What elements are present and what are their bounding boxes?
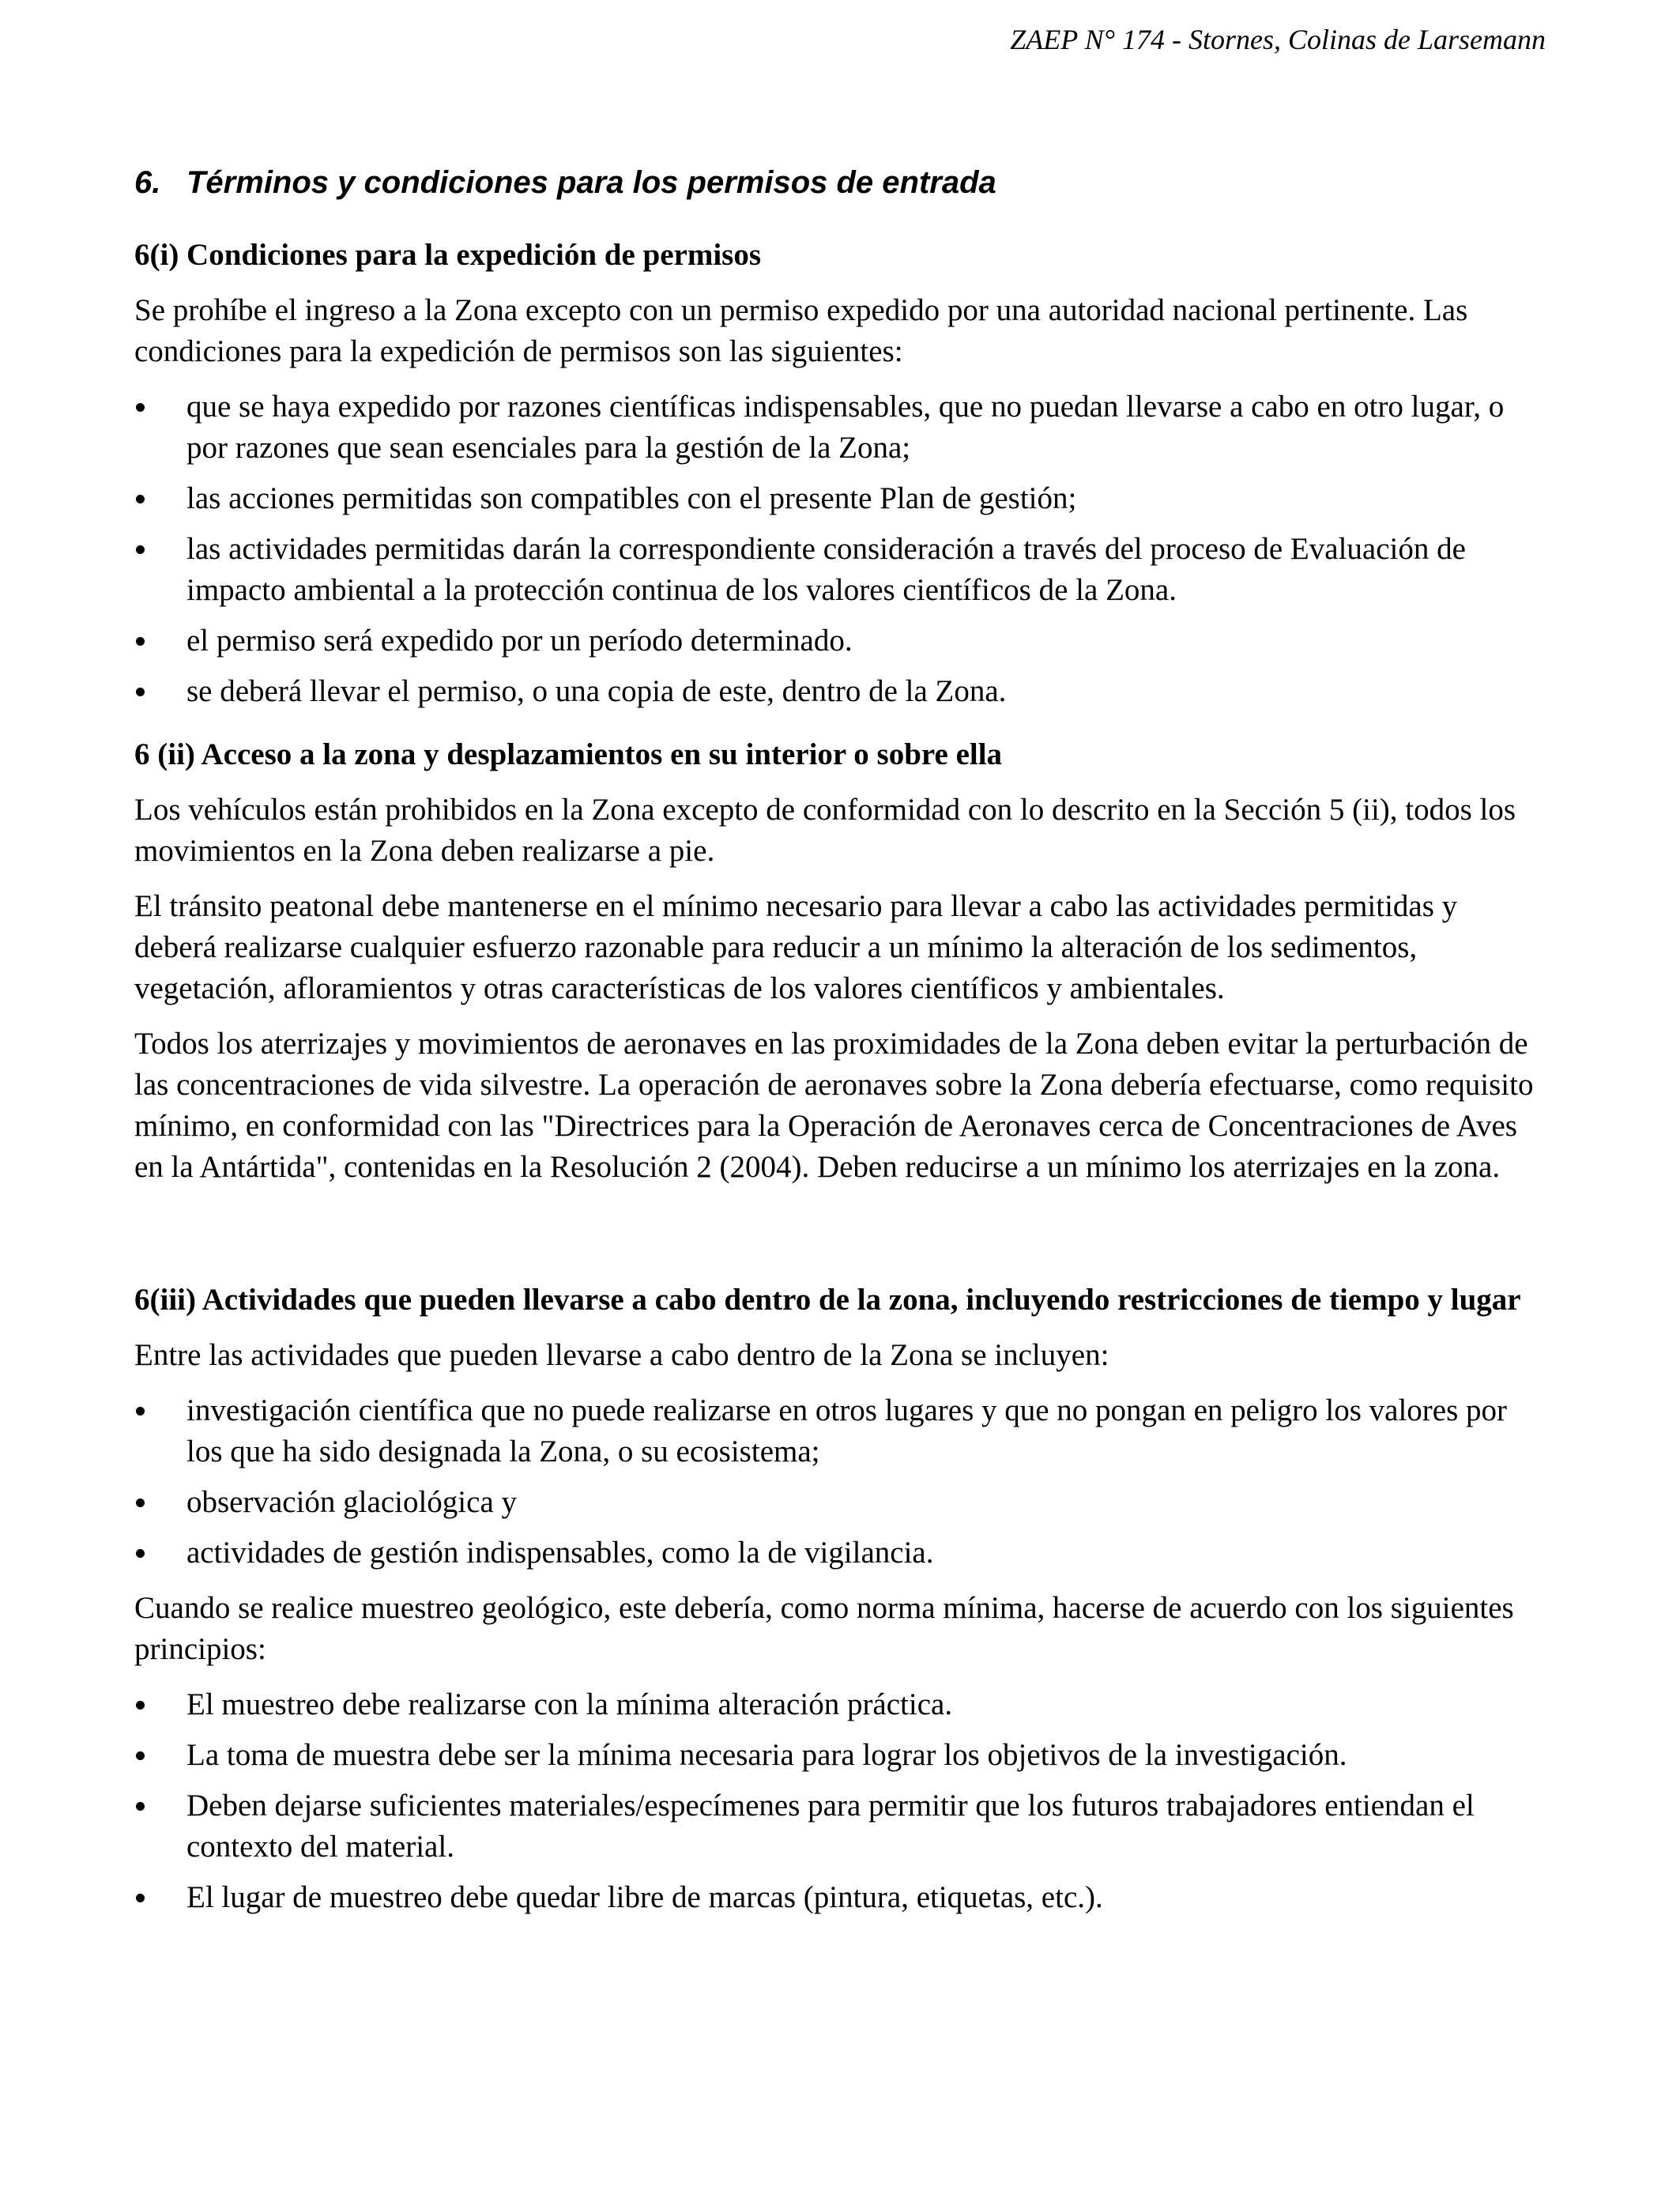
list-item [134,1785,1546,1868]
bullet-icon [136,688,145,696]
bullet-icon [136,1498,145,1507]
list-item-text: las actividades permitidas darán la correspondiente consideración a través del proceso de Evaluación de impacto ambiental a la protección continua de los valores científicos de la Zona. [186,532,1466,607]
list-item-text: El muestreo debe realizarse con la mínima alteración práctica. [186,1687,953,1721]
list-item-text: las acciones permitidas son compatibles con el presente Plan de gestión; [186,481,1077,515]
section-number: 6. [134,165,161,200]
list-item [134,386,1546,469]
bullet-list-sampling-principles [134,1684,1546,1918]
paragraph: Los vehículos están prohibidos en la Zona excepto de conformidad con lo descrito en la Sección 5 (ii), todos los movimientos en la Zona deben realizarse a pie. [134,793,1516,868]
bullet-list-permit-conditions [134,386,1546,712]
list-item [134,1735,1546,1776]
list-item-text: La toma de muestra debe ser la mínima necesaria para lograr los objetivos de la investigación. [186,1738,1347,1772]
bullet-icon [136,1751,145,1760]
list-item [134,620,1546,662]
list-item [134,1482,1546,1523]
section-title-text: Términos y condiciones para los permisos de entrada [186,165,996,200]
list-item [134,1390,1546,1472]
section-title [134,162,1546,203]
subsection-heading-6ii: 6 (ii) Acceso a la zona y desplazamientos en su interior o sobre ella [134,737,1003,771]
list-item-text: investigación científica que no puede realizarse en otros lugares y que no pongan en peligro los valores por los que ha sido designada la Zona, o su ecosistema; [186,1393,1508,1468]
list-item [134,671,1546,712]
vertical-spacer [134,1202,1546,1280]
bullet-list-activities [134,1390,1546,1574]
paragraph: Entre las actividades que pueden llevarse a cabo dentro de la Zona se incluyen: [134,1338,1109,1372]
list-item-text: actividades de gestión indispensables, como la de vigilancia. [186,1536,934,1570]
subsection-heading-6i: 6(i) Condiciones para la expedición de permisos [134,238,762,272]
paragraph: Se prohíbe el ingreso a la Zona excepto con un permiso expedido por una autoridad nacional pertinente. Las condiciones para la expedición de permisos son las siguientes: [134,293,1468,368]
list-item-text: el permiso será expedido por un período determinado. [186,624,853,658]
list-item [134,529,1546,611]
bullet-icon [136,403,145,412]
bullet-icon [136,1802,145,1811]
paragraph: El tránsito peatonal debe mantenerse en el mínimo necesario para llevar a cabo las actividades permitidas y deberá realizarse cualquier esfuerzo razonable para reducir a un mínimo la alteración de los sedimentos, vegetación, afloramientos y otras características de los valores científicos y ambientales. [134,889,1458,1005]
list-item [134,1877,1546,1918]
list-item-text: observación glaciológica y [186,1485,518,1519]
list-item [134,1532,1546,1574]
list-item-text: que se haya expedido por razones científicas indispensables, que no puedan llevarse a cabo en otro lugar, o por razones que sean esenciales para la gestión de la Zona; [186,390,1505,465]
bullet-icon [136,545,145,554]
bullet-icon [136,1894,145,1902]
paragraph: Todos los aterrizajes y movimientos de aeronaves en las proximidades de la Zona deben evitar la perturbación de las concentraciones de vida silvestre. La operación de aeronaves sobre la Zona debería efectuarse, como requisito mínimo, en conformidad con las "Directrices para la Operación de Aeronaves cerca de Concentraciones de Aves en la Antártida", contenidas en la Resolución 2 (2004). Deben reducirse a un mínimo los aterrizajes en la zona. [134,1027,1534,1184]
running-header: ZAEP N° 174 - Stornes, Colinas de Larsemann [1010,24,1546,55]
list-item [134,478,1546,519]
list-item-text: El lugar de muestreo debe quedar libre de marcas (pintura, etiquetas, etc.). [186,1880,1103,1914]
bullet-icon [136,1701,145,1710]
paragraph: Cuando se realice muestreo geológico, este debería, como norma mínima, hacerse de acuerdo con los siguientes principios: [134,1591,1514,1666]
list-item-text: se deberá llevar el permiso, o una copia de este, dentro de la Zona. [186,674,1007,708]
list-item-text: Deben dejarse suficientes materiales/especímenes para permitir que los futuros trabajadores entiendan el contexto del material. [186,1789,1475,1864]
list-item [134,1684,1546,1725]
bullet-icon [136,495,145,503]
bullet-icon [136,1549,145,1558]
bullet-icon [136,1407,145,1416]
bullet-icon [136,637,145,646]
subsection-heading-6iii: 6(iii) Actividades que pueden llevarse a cabo dentro de la zona, incluyendo restricciones de tiempo y lugar [134,1283,1521,1317]
page-content [134,162,1546,1932]
